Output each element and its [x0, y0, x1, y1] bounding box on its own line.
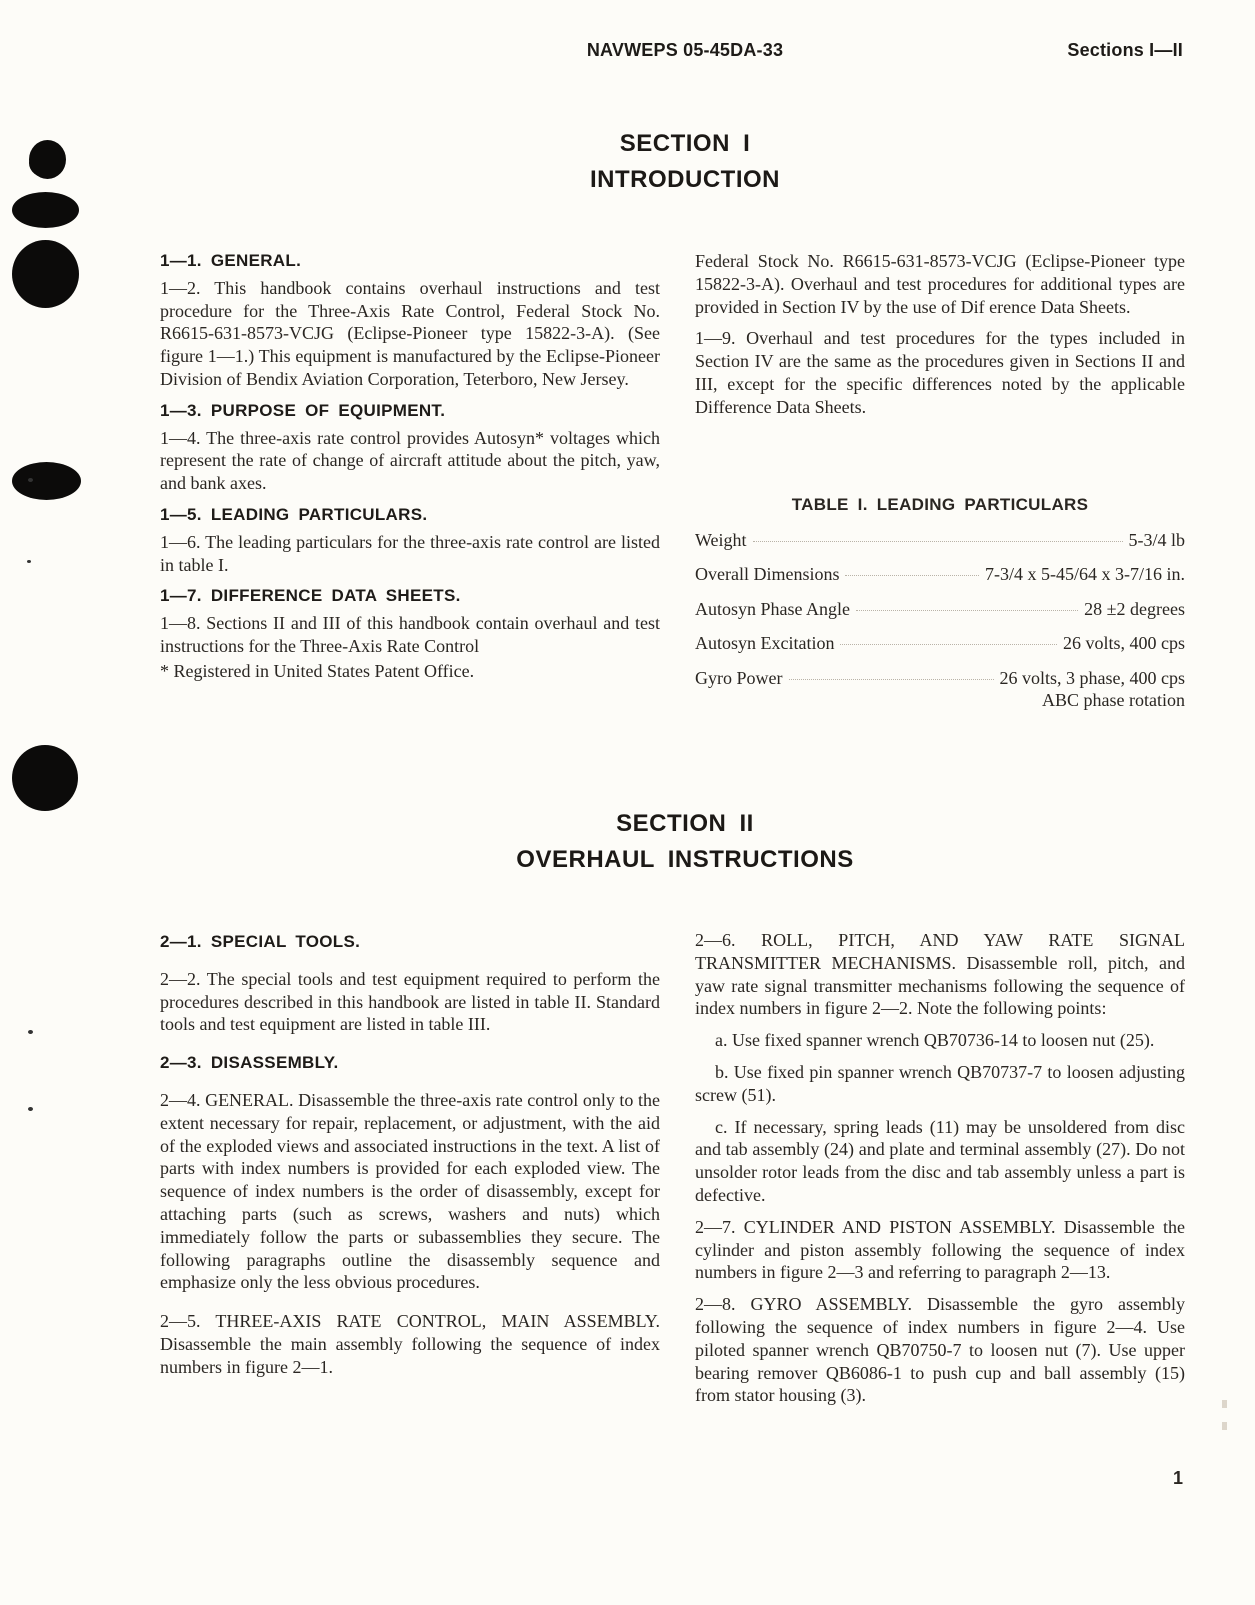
- row-label: Weight: [695, 529, 747, 550]
- paragraph-2-6-b: b. Use fixed pin spanner wrench QB70737-7 to loosen adjusting screw (51).: [695, 1061, 1185, 1105]
- paragraph-2-2: 2—2. The special tools and test equipment required to perform the procedures described in this handbook are listed in table II. Standard tools and test equipment are listed in table III.: [160, 968, 660, 1035]
- paragraph-1-4: 1—4. The three-axis rate control provides Autosyn* voltages which represent the rate of change of aircraft attitude about the pitch, yaw, and bank axes.: [160, 427, 660, 494]
- heading-disassembly: 2—3. DISASSEMBLY.: [160, 1053, 339, 1073]
- paragraph-2-6-c: c. If necessary, spring leads (11) may be unsoldered from disc and tab assembly (24) and plate and terminal assembly (27). Do not unsolder rotor leads from the disc and tab assembly unless a part is defective.: [695, 1116, 1185, 1205]
- heading-purpose: 1—3. PURPOSE OF EQUIPMENT.: [160, 400, 446, 420]
- paragraph-1-8-continued: Federal Stock No. R6615-631-8573-VCJG (Eclipse-Pioneer type 15822-3-A). Overhaul and test procedures for additional types are provided in Section IV by the use of Dif erence Data Sheets.: [695, 251, 1185, 317]
- paragraph-2-6: 2—6. ROLL, PITCH, AND YAW RATE SIGNAL TRANSMITTER MECHANISMS. Disassemble roll, pitch, and yaw rate signal transmitter mechanisms following the sequence of index numbers in figure 2—2. Note the following points:: [695, 930, 1185, 1019]
- paragraph-2-6-a: a. Use fixed spanner wrench QB70736-14 to loosen nut (25).: [715, 1030, 1155, 1051]
- footnote: * Registered in United States Patent Office.: [160, 660, 475, 681]
- binder-hole-2-mid: [12, 240, 79, 308]
- binder-hole-3: [12, 462, 81, 500]
- row-value: 26 volts, 3 phase, 400 cps: [999, 667, 1185, 688]
- section2-right-column: [695, 929, 1185, 1416]
- paragraph-1-2: 1—2. This handbook contains overhaul instructions and test procedure for the Three-Axis Rate Control, Federal Stock No. R6615-631-8573-VCJG (Eclipse-Pioneer type 15822-3-A). (See figure 1—1.) This equipment is manufactured by the Eclipse-Pioneer Division of Bendix Aviation Corporation, Teterboro, New Jersey.: [160, 277, 660, 389]
- heading-difference-data: 1—7. DIFFERENCE DATA SHEETS.: [160, 586, 461, 606]
- section1-left-column: [160, 250, 660, 683]
- row-label: Overall Dimensions: [695, 564, 840, 585]
- paragraph-1-9: 1—9. Overhaul and test procedures for the types included in Section IV are the same as the procedures given in Sections II and III, except for the specific differences noted by the applicable Difference Data Sheets.: [695, 328, 1185, 417]
- dot-leader: [753, 541, 1123, 542]
- binder-hole-2: [12, 192, 79, 228]
- section1-subtitle: INTRODUCTION: [590, 166, 780, 193]
- paragraph-2-5: 2—5. THREE-AXIS RATE CONTROL, MAIN ASSEMBLY. Disassemble the main assembly following the sequence of index numbers in figure 2—1.: [160, 1311, 660, 1377]
- dot-leader: [856, 610, 1078, 611]
- margin-speck: [28, 1030, 33, 1034]
- section2-left-column: [160, 931, 660, 1388]
- paragraph-2-7: 2—7. CYLINDER AND PISTON ASSEMBLY. Disassemble the cylinder and piston assembly following the sequence of index numbers in figure 2—3 and referring to paragraph 2—13.: [695, 1216, 1185, 1283]
- row-value: 7-3/4 x 5-45/64 x 3-7/16 in.: [985, 564, 1185, 585]
- table-row: [695, 529, 1185, 564]
- page-number: 1: [1172, 1468, 1183, 1488]
- table-leading-particulars: [695, 494, 1185, 712]
- table-row: [695, 632, 1185, 667]
- row-value: 28 ±2 degrees: [1084, 598, 1185, 619]
- heading-special-tools: 2—1. SPECIAL TOOLS.: [160, 932, 361, 951]
- margin-speck: [28, 478, 33, 482]
- paragraph-1-6: 1—6. The leading particulars for the three-axis rate control are listed in table I.: [160, 531, 660, 575]
- section-range: Sections I—II: [1067, 40, 1183, 60]
- table-title: TABLE I. LEADING PARTICULARS: [791, 495, 1089, 514]
- paragraph-2-8: 2—8. GYRO ASSEMBLY. Disassemble the gyro assembly following the sequence of index numbers in figure 2—4. Use piloted spanner wrench QB70750-7 to loosen nut (7). Use upper bearing remover QB6086-1 to push cup and ball assembly (15) from stator housing (3).: [695, 1294, 1185, 1406]
- binder-hole-3-low: [12, 745, 78, 811]
- row-value: 5-3/4 lb: [1128, 529, 1185, 550]
- section1-title: SECTION I: [619, 130, 751, 157]
- document-number: NAVWEPS 05-45DA-33: [586, 40, 784, 60]
- dot-leader: [845, 575, 979, 576]
- heading-leading-particulars: 1—5. LEADING PARTICULARS.: [160, 504, 428, 524]
- edge-mark: [1222, 1422, 1227, 1430]
- dot-leader: [840, 644, 1057, 645]
- row-value: 26 volts, 400 cps: [1062, 633, 1185, 654]
- section2-subtitle: OVERHAUL INSTRUCTIONS: [516, 846, 854, 873]
- margin-speck: [28, 1107, 33, 1111]
- row-value-continued: ABC phase rotation: [1042, 690, 1185, 711]
- section1-right-column: [695, 250, 1185, 428]
- dot-leader: [789, 679, 994, 680]
- table-row: [695, 563, 1185, 598]
- heading-general: 1—1. GENERAL.: [160, 251, 302, 270]
- row-label: Autosyn Phase Angle: [695, 598, 850, 619]
- paragraph-2-4: 2—4. GENERAL. Disassemble the three-axis rate control only to the extent necessary for repair, replacement, or adjustment, with the aid of the exploded views and associated instructions in the text. A list of parts with index numbers is provided for each exploded view. The sequence of index numbers is the order of disassembly, except for attaching parts (such as screws, washers and nuts) which immediately follow the parts or subassemblies they secure. The following paragraphs outline the disassembly sequence and emphasize only the less obvious procedures.: [160, 1089, 660, 1293]
- section2-title: SECTION II: [616, 810, 754, 837]
- row-label: Gyro Power: [695, 667, 783, 688]
- row-label: Autosyn Excitation: [695, 633, 835, 654]
- paragraph-1-8: 1—8. Sections II and III of this handbook contain overhaul and test instructions for the Three-Axis Rate Control: [160, 613, 660, 656]
- margin-speck: [27, 560, 31, 563]
- edge-mark: [1222, 1400, 1227, 1408]
- table-row: [695, 598, 1185, 633]
